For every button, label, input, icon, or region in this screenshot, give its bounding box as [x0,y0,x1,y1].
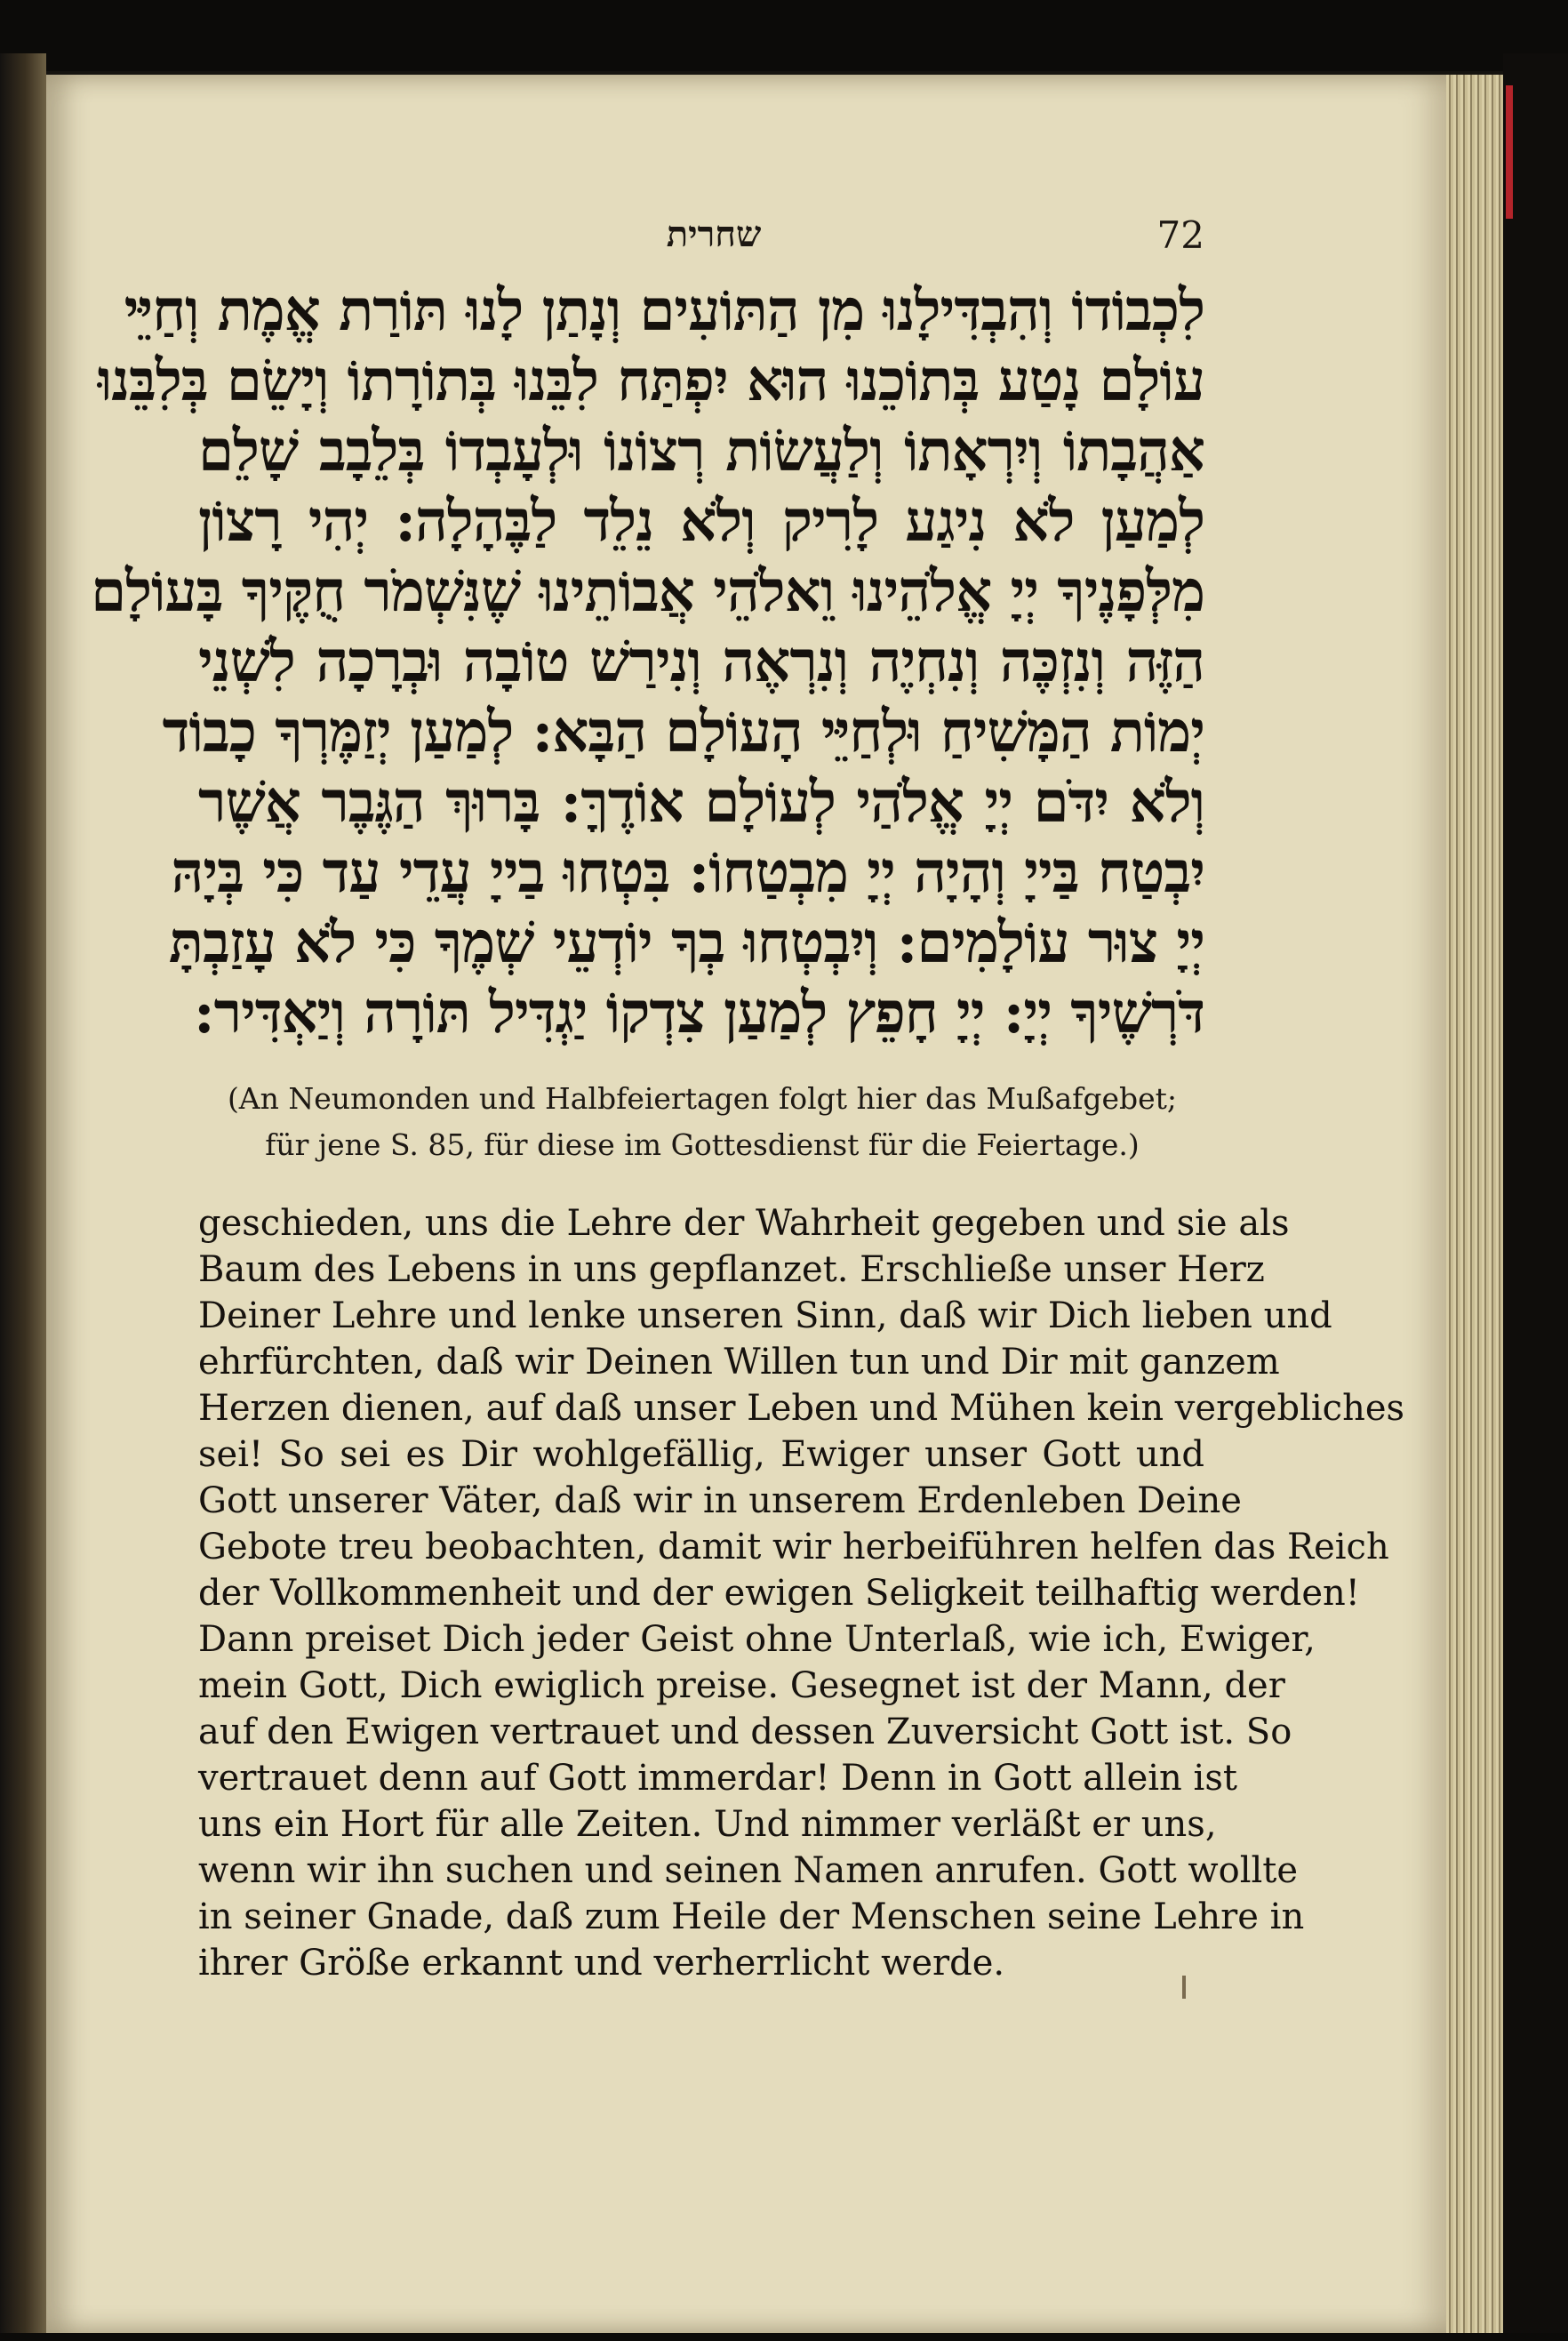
page-number: 72 [1156,213,1204,257]
rubric-note [191,1076,1213,1168]
note-line: für jene S. 85, für diese im Gottesdienst für die Feiertage.) [265,1127,1140,1162]
german-line: Gott unserer Väter, daß wir in unserem Erdenleben Deine [198,1480,1242,1521]
german-line: Baum des Lebens in uns gepflanzet. Erschließe unser Herz [198,1249,1265,1290]
hebrew-text-block [91,276,1204,1048]
german-line: uns ein Hort für alle Zeiten. Und nimmer verläßt er uns, [198,1804,1217,1845]
hebrew-line: אַהֲבָתוֹ וְיִרְאָתוֹ וְלַעֲשׂוֹת רְצוֹנוֹ וּלְעָבְדוֹ בְּלֵבָב שָׁלֵם [198,418,1204,485]
german-line: Deiner Lehre und lenke unseren Sinn, daß wir Dich lieben und [198,1295,1332,1336]
german-line: der Vollkommenheit und der ewigen Seligkeit teilhaftig werden! [198,1573,1360,1614]
hebrew-line: הַזֶּה וְנִזְכֶּה וְנִחְיֶה וְנִרְאֶה וְנִירַשׁ טוֹבָה וּבְרָכָה לִשְׁנֵי [198,629,1204,695]
running-head-title: שחרית [666,213,762,255]
scan-top-border [0,0,1568,71]
german-line: Dann preiset Dich jeder Geist ohne Unterlaß, wie ich, Ewiger, [198,1619,1316,1660]
ribbon-bookmark [1506,85,1513,219]
german-line: vertrauet denn auf Gott immerdar! Denn in Gott allein ist [198,1758,1237,1799]
german-line: mein Gott, Dich ewiglich preise. Gesegnet ist der Mann, der [198,1665,1285,1706]
hebrew-line: וְלֹא יִדֹּם יְיָ אֱלֹהַי לְעוֹלָם אוֹדֶךָּ: בָּרוּךְ הַגֶּבֶר אֲשֶׁר [198,769,1204,836]
note-line: (An Neumonden und Halbfeiertagen folgt hier das Mußafgebet; [227,1081,1178,1116]
page-stack-edges [1446,75,1503,2333]
german-line: auf den Ewigen vertrauet und dessen Zuversicht Gott ist. So [198,1712,1292,1752]
german-translation-block [198,1200,1405,1986]
german-line: Gebote treu beobachten, damit wir herbeiführen helfen das Reich [198,1527,1389,1567]
hebrew-line: דֹּרְשֶׁיךָ יְיָ: יְיָ חָפֵץ לְמַעַן צִדְקוֹ יַגְדִּיל תּוֹרָה וְיַאְדִּיר: [193,980,1204,1046]
scan-bottom-border [0,2333,1568,2341]
scan-right-border [1503,53,1568,2341]
hebrew-line: מִלְּפָנֶיךָ יְיָ אֱלֹהֵינוּ וֵאלֹהֵי אֲבוֹתֵינוּ שֶׁנִּשְׁמֹר חֻקֶּיךָ בָּעוֹלָם [91,558,1204,625]
hebrew-line: לְמַעַן לֹא נִיגַע לָרִיק וְלֹא נֵלֵד לַבֶּהָלָה: יְהִי רָצוֹן [198,488,1204,555]
german-line: sei! So sei es Dir wohlgefällig, Ewiger unser Gott und [198,1434,1204,1475]
book-gutter-shadow [0,53,46,2341]
ink-speck [1182,1976,1186,1999]
german-line: wenn wir ihn suchen und seinen Namen anrufen. Gott wollte [198,1850,1299,1891]
running-head [198,213,1204,267]
german-line: ihrer Größe erkannt und verherrlicht werde. [198,1943,1005,1984]
hebrew-line: יְמוֹת הַמָּשִׁיחַ וּלְחַיֵּי הָעוֹלָם הַבָּא: לְמַעַן יְזַמֶּרְךָ כָבוֹד [162,699,1204,766]
hebrew-line: עוֹלָם נָטַע בְּתוֹכֵנוּ הוּא יִפְתַּח לִבֵּנוּ בְּתוֹרָתוֹ וְיָשֵׂם בְּלִבֵּנוּ [97,348,1204,414]
hebrew-line: יִבְטַח בַּייָ וְהָיָה יְיָ מִבְטַחוֹ: בִּטְחוּ בַייָ עֲדֵי עַד כִּי בְּיָהּ [171,839,1204,906]
german-line: in seiner Gnade, daß zum Heile der Menschen seine Lehre in [198,1896,1305,1937]
hebrew-line: יְיָ צוּר עוֹלָמִים: וְיִבְטְחוּ בְךָ יוֹדְעֵי שְׁמֶךָ כִּי לֹא עָזַבְתָּ [168,910,1204,976]
german-line: geschieden, uns die Lehre der Wahrheit gegeben und sie als [198,1203,1290,1244]
german-line: ehrfürchten, daß wir Deinen Willen tun und Dir mit ganzem [198,1342,1280,1383]
hebrew-line: לִכְבוֹדוֹ וְהִבְדִּילָנוּ מִן הַתּוֹעִים וְנָתַן לָנוּ תּוֹרַת אֱמֶת וְחַיֵּי [124,277,1204,344]
german-line: Herzen dienen, auf daß unser Leben und Mühen kein vergebliches [198,1388,1405,1429]
